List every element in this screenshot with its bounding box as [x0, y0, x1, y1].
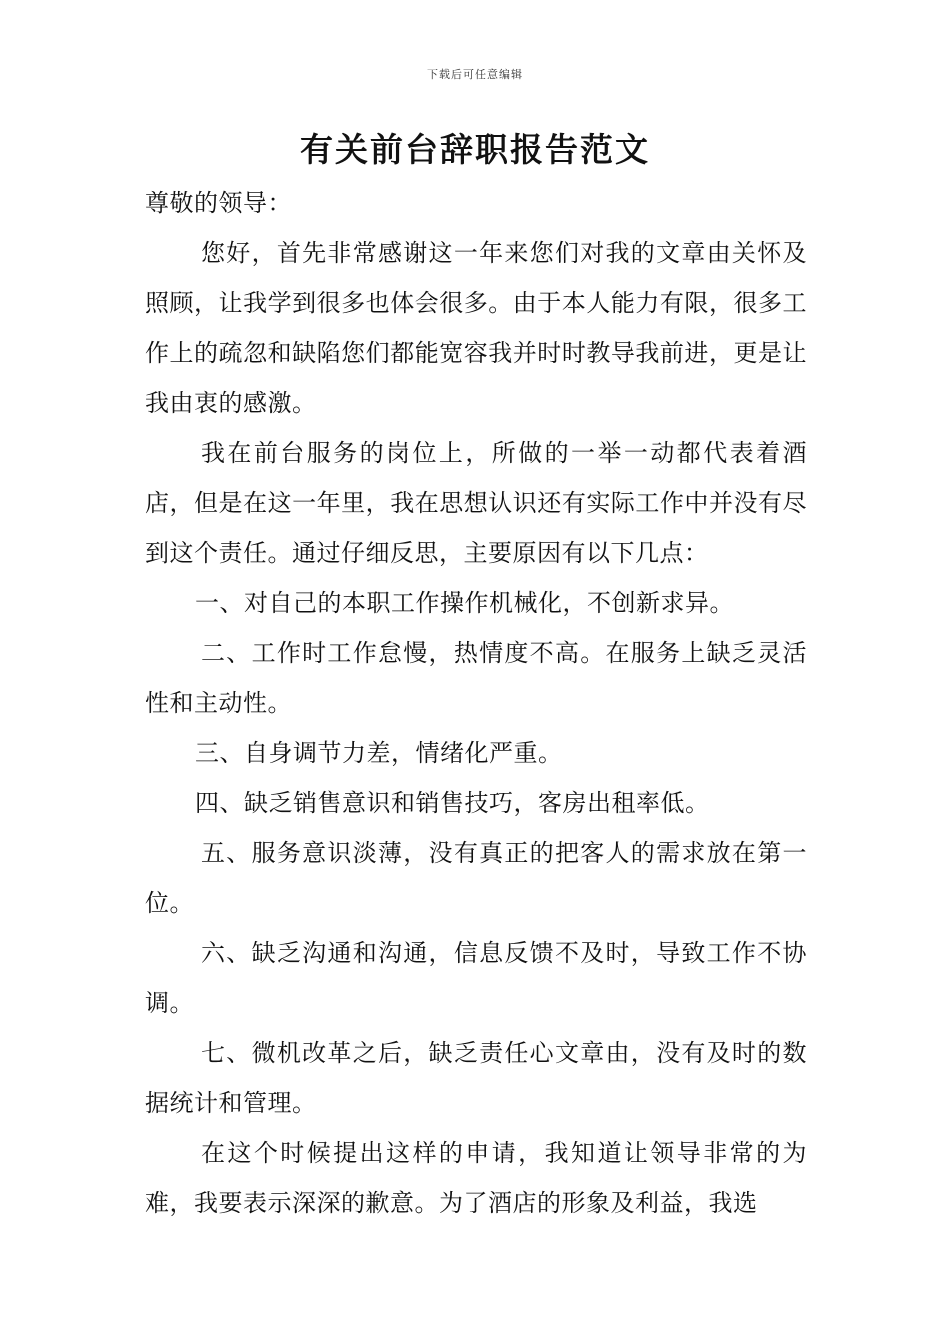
list-item-2: 二、工作时工作怠慢，热情度不高。在服务上缺乏灵活性和主动性。 — [145, 639, 807, 717]
paragraph-intro: 您好，首先非常感谢这一年来您们对我的文章由关怀及照顾，让我学到很多也体会很多。由于本人能力有限，很多工作上的疏忽和缺陷您们都能宽容我并时时教导我前进，更是让我由衷的感激。 — [145, 239, 807, 417]
list-item-7: 七、微机改革之后，缺乏责任心文章由，没有及时的数据统计和管理。 — [145, 1039, 807, 1117]
paragraph-apology: 在这个时候提出这样的申请，我知道让领导非常的为难，我要表示深深的歉意。为了酒店的形象及利益，我选 — [145, 1139, 807, 1217]
salutation: 尊敬的领导： — [145, 189, 292, 217]
paragraph-reflection: 我在前台服务的岗位上，所做的一举一动都代表着酒店，但是在这一年里，我在思想认识还有实际工作中并没有尽到这个责任。通过仔细反思，主要原因有以下几点： — [145, 439, 807, 567]
list-item-6: 六、缺乏沟通和沟通，信息反馈不及时，导致工作不协调。 — [145, 939, 807, 1017]
list-item-3: 三、自身调节力差，情绪化严重。 — [195, 739, 563, 767]
list-item-4: 四、缺乏销售意识和销售技巧，客房出租率低。 — [195, 789, 710, 817]
document-body — [145, 178, 807, 1228]
document-title: 有关前台辞职报告范文 — [300, 130, 650, 169]
header-note: 下载后可任意编辑 — [427, 68, 523, 81]
list-item-1: 一、对自己的本职工作操作机械化，不创新求异。 — [195, 589, 734, 617]
list-item-5: 五、服务意识淡薄，没有真正的把客人的需求放在第一位。 — [145, 839, 807, 917]
